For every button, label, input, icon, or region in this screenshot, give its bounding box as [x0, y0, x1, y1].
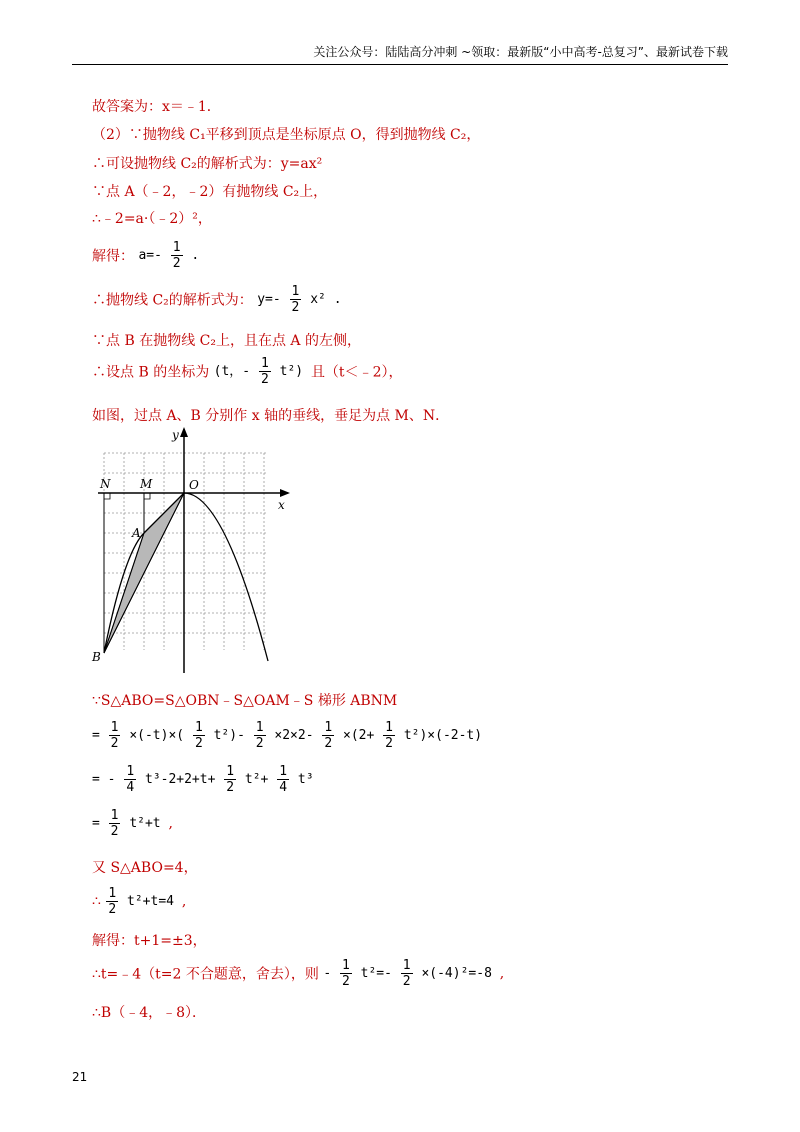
equation-row	[105, 886, 181, 917]
fraction-den: 2	[172, 256, 181, 271]
answer-line-1: 故答案为：x＝﹣1．	[92, 99, 221, 115]
step-line-8: ∵点 B 在抛物线 C₂上，且在点 A 的左侧，	[92, 333, 361, 349]
fraction	[259, 356, 271, 387]
fraction-den: 2	[226, 780, 235, 795]
punct: ,	[181, 893, 187, 910]
fraction-den: 4	[279, 780, 288, 795]
expr-part: t²)×(-2-t)	[403, 728, 483, 743]
page-header	[72, 44, 728, 65]
solve-a-line	[92, 240, 199, 271]
solve-label: 解得：	[92, 248, 134, 265]
fraction-num: 1	[279, 764, 288, 779]
parabola-figure	[88, 425, 298, 675]
fraction-num: 1	[324, 720, 333, 735]
final-answer-line: ∴B（﹣4，﹣8）．	[92, 1005, 207, 1021]
fraction	[171, 240, 183, 271]
area-expression-1	[92, 720, 482, 751]
punct: ,	[499, 965, 505, 982]
fraction	[106, 886, 118, 917]
fraction-den: 2	[108, 902, 117, 917]
expr-part: t²+	[244, 772, 269, 787]
point-b-line	[92, 356, 402, 387]
expr-part: ×(-4)²=-8	[421, 966, 492, 981]
x-axis-arrow	[280, 489, 290, 497]
parabola-curve	[104, 493, 268, 661]
formula-c2	[257, 284, 342, 315]
expr-part: t²=-	[360, 966, 392, 981]
formula-lhs: a=-	[138, 248, 162, 263]
fraction	[340, 958, 352, 989]
fraction	[224, 764, 236, 795]
fraction-num: 1	[226, 764, 235, 779]
fraction-num: 1	[291, 284, 300, 299]
fraction	[109, 808, 121, 839]
fraction	[290, 284, 302, 315]
expr-part: t³-2+2+t+	[144, 772, 216, 787]
fraction-den: 2	[194, 736, 203, 751]
formula-part: t²)	[279, 364, 304, 379]
fraction-den: 2	[291, 300, 300, 315]
right-angle-n	[104, 493, 110, 499]
formula-rhs: x²	[310, 292, 326, 307]
label-y: y	[172, 428, 179, 442]
fraction-num: 1	[342, 958, 350, 973]
area-expression-3	[92, 808, 173, 839]
result-t-line	[92, 958, 504, 989]
formula-lhs: y=-	[257, 292, 281, 307]
parabola-label: ∴抛物线 C₂的解析式为：	[92, 292, 253, 309]
header-text: 关注公众号：陆陆高分冲刺 ~领取：最新版“小中高考-总复习”、最新试卷下载	[313, 45, 728, 59]
step-line-5: ∴﹣2=a·（﹣2）²，	[92, 211, 212, 227]
fraction-den: 2	[110, 736, 119, 751]
equation-row	[92, 720, 483, 751]
fraction-den: 2	[324, 736, 333, 751]
label-n: N	[100, 477, 111, 491]
fraction-num: 1	[255, 720, 264, 735]
fraction	[322, 720, 334, 751]
solve-t-line: 解得：t+1=±3，	[92, 933, 207, 949]
fraction	[254, 720, 266, 751]
fraction-num: 1	[126, 764, 135, 779]
punct: ,	[168, 815, 173, 832]
area-relation-line: ∵S△ABO=S△OBN﹣S△OAM﹣S 梯形 ABNM	[92, 693, 398, 709]
fraction	[277, 764, 289, 795]
formula-a	[138, 240, 200, 271]
expr-part: -	[107, 772, 116, 787]
label-b: B	[92, 650, 101, 664]
result-label: ∴t=﹣4（t=2 不合题意，舍去），则	[92, 966, 319, 983]
label-a: A	[132, 526, 141, 540]
equation-line-16	[92, 886, 186, 917]
parabola-c2-line	[92, 284, 342, 315]
expr-part: t²)-	[213, 728, 245, 743]
equation-row	[92, 764, 314, 795]
step-line-15: 又 S△ABO=4，	[92, 860, 198, 876]
expr-part: ×(-t)×(	[129, 728, 185, 743]
fraction-den: 2	[110, 824, 119, 839]
expr-part: t²+t	[129, 816, 161, 831]
fraction-den: 2	[402, 974, 411, 989]
step-line-3: ∴可设抛物线 C₂的解析式为：y=ax²	[92, 156, 323, 172]
fraction	[401, 958, 413, 989]
fraction-den: 4	[126, 780, 135, 795]
expr-part: t²+t=4	[127, 894, 174, 909]
point-b-label: ∴设点 B 的坐标为	[92, 364, 210, 381]
page-number: 21	[72, 1070, 88, 1084]
area-expression-2	[92, 764, 314, 795]
expr-part: -	[323, 966, 332, 981]
formula-end: .	[191, 248, 200, 263]
fraction-num: 1	[194, 720, 203, 735]
fraction-den: 2	[260, 372, 269, 387]
label-x: x	[278, 498, 285, 512]
fraction-num: 1	[110, 808, 119, 823]
fraction	[383, 720, 395, 751]
equals-sign: =	[92, 816, 100, 831]
grid	[104, 453, 268, 650]
therefore-sign: ∴	[92, 893, 101, 910]
formula-part: (t，-	[213, 364, 251, 379]
right-angle-m	[144, 493, 150, 499]
equation-row	[323, 958, 499, 989]
fraction-den: 2	[255, 736, 264, 751]
equals-sign: =	[92, 728, 100, 743]
fraction-num: 1	[260, 356, 269, 371]
formula-end: .	[333, 292, 342, 307]
formula-b	[213, 356, 311, 387]
equals-sign: =	[92, 772, 100, 787]
equation-row	[92, 808, 168, 839]
step-line-2: （2）∵抛物线 C₁平移到顶点是坐标原点 O，得到抛物线 C₂，	[92, 127, 481, 143]
label-m: M	[140, 477, 153, 491]
fraction	[193, 720, 205, 751]
expr-part: ×2×2-	[274, 728, 314, 743]
fraction-num: 1	[385, 720, 393, 735]
expr-part: t³	[297, 772, 314, 787]
fraction-den: 2	[342, 974, 350, 989]
step-line-4: ∵点 A（﹣2，﹣2）有抛物线 C₂上，	[92, 184, 328, 200]
fraction-num: 1	[108, 886, 117, 901]
label-o: O	[189, 478, 199, 492]
y-axis-arrow	[180, 427, 188, 437]
fraction	[109, 720, 121, 751]
condition-text: 且（t＜﹣2），	[310, 364, 403, 381]
step-line-10: 如图，过点 A、B 分别作 x 轴的垂线，垂足为点 M、N．	[92, 408, 450, 424]
fraction-num: 1	[402, 958, 411, 973]
fraction-num: 1	[172, 240, 181, 255]
expr-part: ×(2+	[343, 728, 375, 743]
fraction-num: 1	[110, 720, 119, 735]
fraction	[124, 764, 136, 795]
fraction-den: 2	[385, 736, 393, 751]
